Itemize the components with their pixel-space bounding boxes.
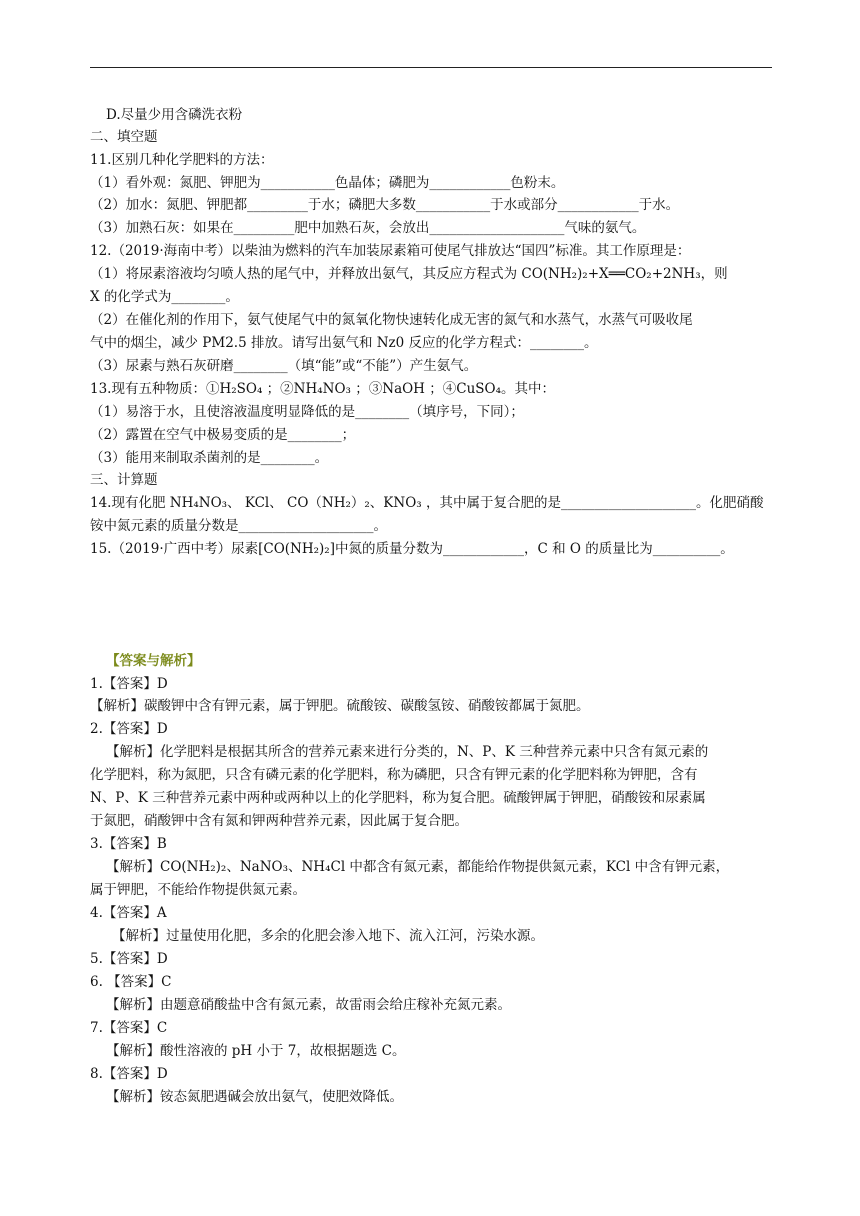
question-12-part-1-cont: X 的化学式为________。: [90, 289, 239, 305]
answers-heading: 【答案与解析】: [106, 653, 201, 669]
explanation-2: 【解析】化学肥料是根据其所含的营养元素来进行分类的，N、P、K 三种营养元素中只含有氮元素的: [106, 744, 709, 760]
question-14-cont: 铵中氮元素的质量分数是____________________。: [90, 518, 387, 534]
answer-1: 1.【答案】D: [90, 676, 168, 692]
question-12-part-1: （1）将尿素溶液均匀喷人热的尾气中，并释放出氨气，其反应方程式为 CO(NH₂)₂+X══CO₂+2NH₃，则: [90, 266, 728, 282]
question-12-part-2-cont: 气中的烟尘，减少 PM2.5 排放。请写出氨气和 Nz0 反应的化学方程式：________。: [90, 335, 598, 351]
question-13-part-2: （2）露置在空气中极易变质的是________；: [90, 427, 356, 443]
section-calculation: 三、计算题: [90, 472, 158, 488]
explanation-2-cont-2: N、P、K 三种营养元素中两种或两种以上的化学肥料，称为复合肥。硫酸钾属于钾肥，硝酸铵和尿素属: [90, 790, 706, 806]
question-11: 11.区别几种化学肥料的方法：: [90, 152, 274, 168]
explanation-3: 【解析】CO(NH₂)₂、NaNO₃、NH₄Cl 中都含有氮元素，都能给作物提供氮元素，KCl 中含有钾元素，: [106, 859, 730, 875]
question-12-part-2: （2）在催化剂的作用下，氨气使尾气中的氮氧化物快速转化成无害的氮气和水蒸气，水蒸气可吸收尾: [90, 312, 693, 328]
question-13: 13.现有五种物质：①H₂SO₄ ；②NH₄NO₃ ；③NaOH ；④CuSO₄。其中：: [90, 381, 555, 397]
question-13-part-1: （1）易溶于水，且使溶液温度明显降低的是________（填序号，下同）；: [90, 404, 524, 420]
explanation-1: 【解析】碳酸钾中含有钾元素，属于钾肥。硫酸铵、碳酸氢铵、硝酸铵都属于氮肥。: [90, 698, 590, 714]
question-12-part-3: （3）尿素与熟石灰研磨________（填“能”或“不能”）产生氨气。: [90, 358, 478, 374]
explanation-2-cont-1: 化学肥料，称为氮肥，只含有磷元素的化学肥料，称为磷肥，只含有钾元素的化学肥料称为钾肥，含有: [90, 767, 698, 783]
question-15: 15.（2019·广西中考）尿素[CO(NH₂)₂]中氮的质量分数为____________，C 和 O 的质量比为__________。: [90, 541, 734, 557]
header-rule: [90, 67, 772, 68]
question-11-part-3: （3）加熟石灰：如果在_________肥中加熟石灰，会放出____________________气味的氨气。: [90, 220, 646, 236]
answer-4: 4.【答案】A: [90, 905, 167, 921]
answer-5: 5.【答案】D: [90, 951, 168, 967]
answer-8: 8.【答案】D: [90, 1066, 168, 1082]
question-13-part-3: （3）能用来制取杀菌剂的是________。: [90, 450, 329, 466]
answer-6: 6. 【答案】C: [90, 974, 172, 990]
answer-7: 7.【答案】C: [90, 1020, 168, 1036]
explanation-8: 【解析】铵态氮肥遇碱会放出氨气，使肥效降低。: [106, 1089, 403, 1105]
explanation-2-cont-3: 于氮肥，硝酸钾中含有氮和钾两种营养元素，因此属于复合肥。: [90, 813, 468, 829]
explanation-3-cont: 属于钾肥，不能给作物提供氮元素。: [90, 882, 306, 898]
question-11-part-2: （2）加水：氮肥、钾肥都_________于水；磷肥大多数___________于水或部分____________于水。: [90, 197, 680, 213]
section-fill-in: 二、填空题: [90, 129, 158, 145]
question-14: 14.现有化肥 NH₄NO₃、 KCl、 CO（NH₂）₂、KNO₃ ，其中属于复合肥的是____________________。化肥硝酸: [90, 495, 764, 511]
option-d: D.尽量少用含磷洗衣粉: [106, 107, 243, 123]
question-12: 12.（2019·海南中考）以柴油为燃料的汽车加装尿素箱可使尾气排放达“国四”标准。其工作原理是：: [90, 243, 691, 259]
explanation-7: 【解析】酸性溶液的 pH 小于 7，故根据题选 C。: [106, 1043, 406, 1059]
answer-2: 2.【答案】D: [90, 721, 168, 737]
question-11-part-1: （1）看外观：氮肥、钾肥为___________色晶体；磷肥为____________色粉末。: [90, 175, 565, 191]
explanation-4: 【解析】过量使用化肥，多余的化肥会渗入地下、流入江河，污染水源。: [112, 928, 544, 944]
answer-3: 3.【答案】B: [90, 836, 167, 852]
explanation-6: 【解析】由题意硝酸盐中含有氮元素，故雷雨会给庄稼补充氮元素。: [106, 997, 511, 1013]
